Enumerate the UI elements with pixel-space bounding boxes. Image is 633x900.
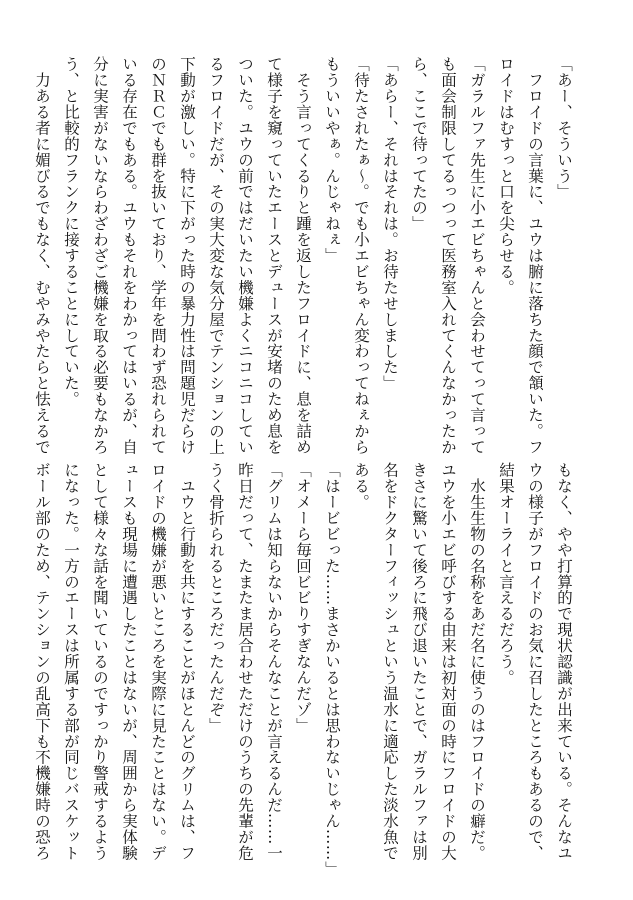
- text-line: て様子を窺っていたエースとデュースが安堵のため息を: [265, 56, 283, 455]
- text-line: ある。: [352, 462, 370, 510]
- text-line: もういいやぁ。んじゃねぇ」: [323, 56, 341, 264]
- text-line: ボール部のため、テンションの乱高下も不機嫌時の恐ろ: [33, 462, 51, 861]
- text-line: になった。一方のエースは所属する部が同じバスケット: [62, 462, 80, 861]
- text-line: ユウと行動を共にすることがほとんどのグリムは、フ: [178, 462, 196, 861]
- text-line: フロイドの言葉に、ユウは腑に落ちた顔で頷いた。フ: [526, 56, 544, 455]
- text-line: 「オメーら毎回ビビりすぎなんだゾ」: [294, 462, 312, 734]
- text-line: そう言ってくるりと踵を返したフロイドに、息を詰め: [294, 56, 312, 455]
- text-line: 「あらー、それはそれは。お待たせしました」: [381, 56, 399, 391]
- text-line: 昨日だって、たまたま居合わせただけのうちの先輩が危: [236, 462, 254, 861]
- text-line: いる存在でもある。ユウもそれをわかってはいるが、自: [120, 56, 138, 455]
- text-line: 水生生物の名称をあだ名に使うのはフロイドの癖だ。: [468, 462, 486, 861]
- text-line: ウの様子がフロイドのお気に召したところもあるので、: [526, 462, 544, 861]
- text-line: 「ガラルファ先生に小エビちゃんと会わせてって言って: [468, 56, 486, 455]
- text-line: ロイドの機嫌が悪いところを実際に見たことはない。デ: [149, 462, 167, 861]
- text-line: 結果オーライと言えるだろう。: [497, 462, 515, 686]
- text-line: ついた。ユウの前ではだいたい機嫌よくニコニコしてい: [236, 56, 254, 455]
- text-line: るフロイドだが、その実大変な気分屋でテンションの上: [207, 56, 225, 455]
- text-line: 「あー、そういう」: [555, 56, 573, 200]
- text-line: のＮＲＣでも群を抜いており、学年を問わず恐れられて: [149, 56, 167, 455]
- text-line: 下動が激しい。特に下がった時の暴力性は問題児だらけ: [178, 56, 196, 455]
- text-line: ら、ここで待ってたの」: [410, 56, 428, 232]
- text-line: きさに驚いて後ろに飛び退いたことで、ガラルファは別: [410, 462, 428, 861]
- text-line: 「待たされたぁ〜。でも小エビちゃん変わってねぇから: [352, 56, 370, 455]
- text-line: う、と比較的フランクに接することにしていた。: [62, 56, 80, 407]
- text-line: として様々な話を聞いているのですっかり警戒するよう: [91, 462, 109, 861]
- text-line: ュースも現場に遭遇したことはないが、周囲から実体験: [120, 462, 138, 861]
- text-line: も面会制限してるっつって医務室入れてくんなかったか: [439, 56, 457, 455]
- text-line: 「グリムは知らないからそんなことが言えるんだ……一: [265, 462, 283, 861]
- text-block-bottom: [27, 462, 578, 877]
- text-block-top: [27, 56, 578, 455]
- text-line: ユウを小エビ呼びする由来は初対面の時にフロイドの大: [439, 462, 457, 861]
- text-line: もなく、やや打算的で現状認識が出来ている。そんなユ: [555, 462, 573, 861]
- text-line: 分に実害がないならわざわざご機嫌を取る必要もなかろ: [91, 56, 109, 455]
- text-line: 力ある者に媚びるでもなく、むやみやたらと怯えるで: [33, 56, 51, 455]
- text-line: うく骨折られるところだったんだぞ」: [207, 462, 225, 734]
- text-line: ロイドはむすっと口を尖らせる。: [497, 56, 515, 296]
- text-line: 名をドクターフィッシュという温水に適応した淡水魚で: [381, 462, 399, 861]
- text-line: 「はービビった……まさかいるとは思わないじゃん……」: [323, 462, 341, 877]
